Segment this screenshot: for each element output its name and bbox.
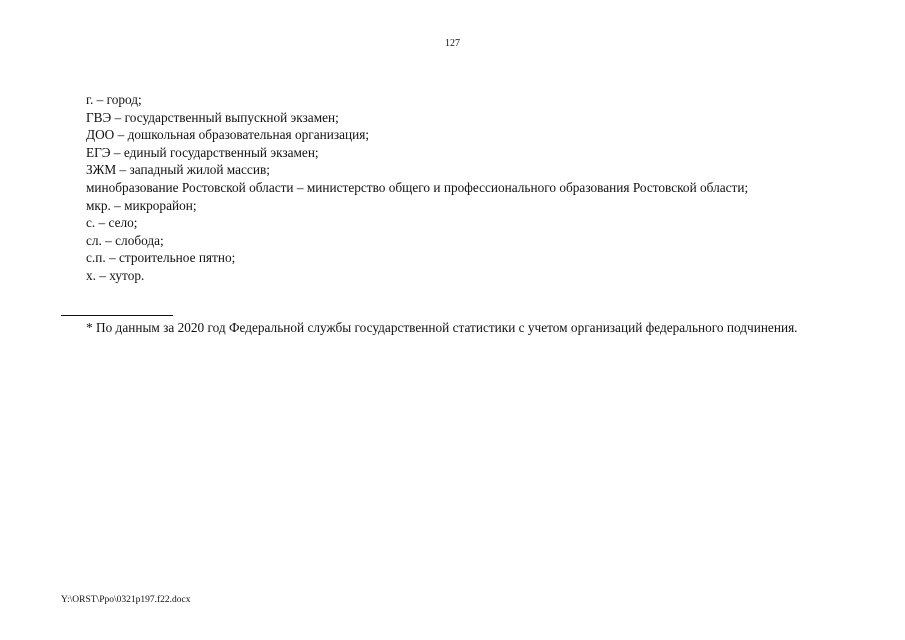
abbreviation-item: минобразование Ростовской области – министерство общего и профессионального образования Ростовской области; bbox=[86, 179, 749, 195]
abbreviation-list bbox=[61, 91, 844, 285]
abbreviation-item: с. – село; bbox=[86, 215, 138, 231]
footnote-separator bbox=[61, 315, 173, 316]
file-path-footer: Y:\ORST\Ppo\0321p197.f22.docx bbox=[61, 595, 191, 605]
abbreviation-item: ГВЭ – государственный выпускной экзамен; bbox=[86, 109, 339, 125]
abbreviation-item: ЗЖМ – западный жилой массив; bbox=[86, 162, 270, 178]
abbreviation-item: мкр. – микрорайон; bbox=[86, 197, 197, 213]
abbreviation-item: ДОО – дошкольная образовательная организация; bbox=[86, 127, 370, 143]
page-number: 127 bbox=[445, 38, 460, 49]
abbreviation-item: ЕГЭ – единый государственный экзамен; bbox=[86, 144, 319, 160]
abbreviation-item: с.п. – строительное пятно; bbox=[86, 250, 236, 266]
footnote: * По данным за 2020 год Федеральной службы государственной статистики с учетом организаций федерального подчинения. bbox=[86, 320, 798, 335]
abbreviation-item: х. – хутор. bbox=[86, 267, 145, 283]
abbreviation-item: сл. – слобода; bbox=[86, 232, 164, 248]
abbreviation-item: г. – город; bbox=[86, 92, 142, 107]
